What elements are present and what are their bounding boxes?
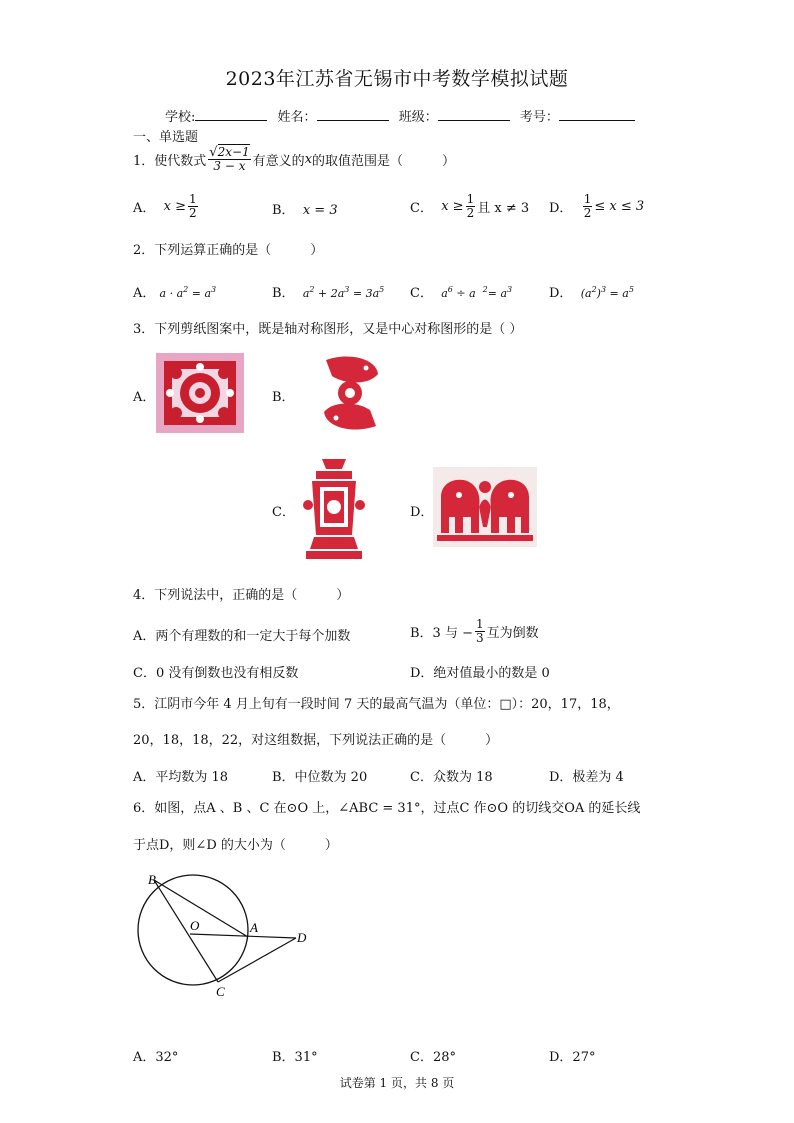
circle-tangent-diagram [130,868,320,998]
question-5-line-2: 20，18，18，22，对这组数据，下列说法正确的是（ ） [133,733,499,748]
question-6-line-2: 于点D，则∠D 的大小为（ ） [133,838,338,853]
point-d-label: D [297,930,307,945]
page-footer: 试卷第 1 页，共 8 页 [339,1076,455,1090]
point-a-label: A [250,920,258,935]
q6-option-a[interactable]: A．32° [133,1050,179,1065]
papercut-elephants-image [433,467,537,547]
q6-option-d[interactable]: D．27° [549,1050,596,1065]
papercut-flower-image [156,353,244,433]
q6-option-c[interactable]: C．28° [410,1050,456,1065]
q5-option-c[interactable]: C．众数为 18 [410,770,493,785]
q4-option-a[interactable]: A．两个有理数的和一定大于每个加数 [133,629,351,644]
exam-number-label: 考号： [519,110,559,125]
question-3-stem: 3．下列剪纸图案中，既是轴对称图形，又是中心对称图形的是（ ） [133,322,523,337]
q1-expression: $\frac{√2x-1}{3 - x}$ [209,145,250,173]
question-5-line-1: 5．江阴市今年 4 月上旬有一段时间 7 天的最高气温为（单位：□）：20，17，18， [133,697,620,712]
segment-bc [154,880,218,982]
point-c-label: C [216,984,225,998]
name-blank[interactable] [317,109,389,121]
q2-option-d[interactable]: D． $(a^2)^3 = a^5$ [549,285,634,301]
q3-option-a-label[interactable]: A． [133,390,156,405]
q4-option-c[interactable]: C．0 没有倒数也没有相反数 [133,666,299,681]
question-6-line-1: 6．如图，点A 、B 、C 在⊙O 上，∠ABC = 31°，过点C 作⊙O 的切线交OA 的延长线 [133,801,641,816]
point-b-label: B [148,872,156,887]
school-blank[interactable] [195,109,267,121]
name-label: 姓名： [277,110,317,125]
q1-option-b[interactable]: B． x = 3 [272,203,338,218]
exam-number-blank[interactable] [559,109,635,121]
q1-option-d[interactable]: D． $\frac{1}{2}$ ≤ x ≤ 3 [549,192,645,220]
question-4-stem: 4．下列说法中，正确的是（ ） [133,588,350,603]
q2-option-a[interactable]: A． $a \cdot a^2 = a^3$ [133,285,217,301]
class-label: 班级： [398,110,438,125]
papercut-fish-image [318,350,384,436]
q5-option-d[interactable]: D．极差为 4 [549,770,624,785]
q2-option-c[interactable]: C． $a^6 \div a$ $^2= a^3$ [410,285,513,301]
section-heading: 一、单选题 [133,130,199,145]
q3-option-b-label[interactable]: B． [272,390,295,405]
header-fields [165,106,641,125]
q2-option-b[interactable]: B． $a^2 + 2a^3 = 3a^5$ [272,285,385,301]
segment-ba [154,880,248,937]
papercut-vase-image [302,455,366,561]
q1-option-a[interactable]: A． x ≥ $\frac{1}{2}$ [133,192,197,220]
question-2-stem: 2．下列运算正确的是（ ） [133,243,324,258]
class-blank[interactable] [438,109,510,121]
q1-option-c[interactable]: C． x ≥ $\frac{1}{2}$ 且 x ≠ 3 [410,192,530,220]
page-title: 2023年江苏省无锡市中考数学模拟试题 [225,68,569,90]
q3-option-c-label[interactable]: C． [272,505,295,520]
school-label: 学校: [165,110,196,125]
q6-option-b[interactable]: B．31° [272,1050,318,1065]
q4-option-b[interactable]: B．3 与 − $\frac{1}{3}$ 互为倒数 [410,617,539,645]
point-o-label: O [190,918,200,933]
tangent-cd [218,938,296,982]
q3-option-d-label[interactable]: D． [410,505,434,520]
q5-option-b[interactable]: B．中位数为 20 [272,770,368,785]
q4-option-d[interactable]: D．绝对值最小的数是 0 [410,666,550,681]
question-1-stem: 1．使代数式 $\frac{√2x-1}{3 - x}$ 有意义的 x 的取值范围是（ ） [133,145,456,173]
q5-option-a[interactable]: A．平均数为 18 [133,770,229,785]
